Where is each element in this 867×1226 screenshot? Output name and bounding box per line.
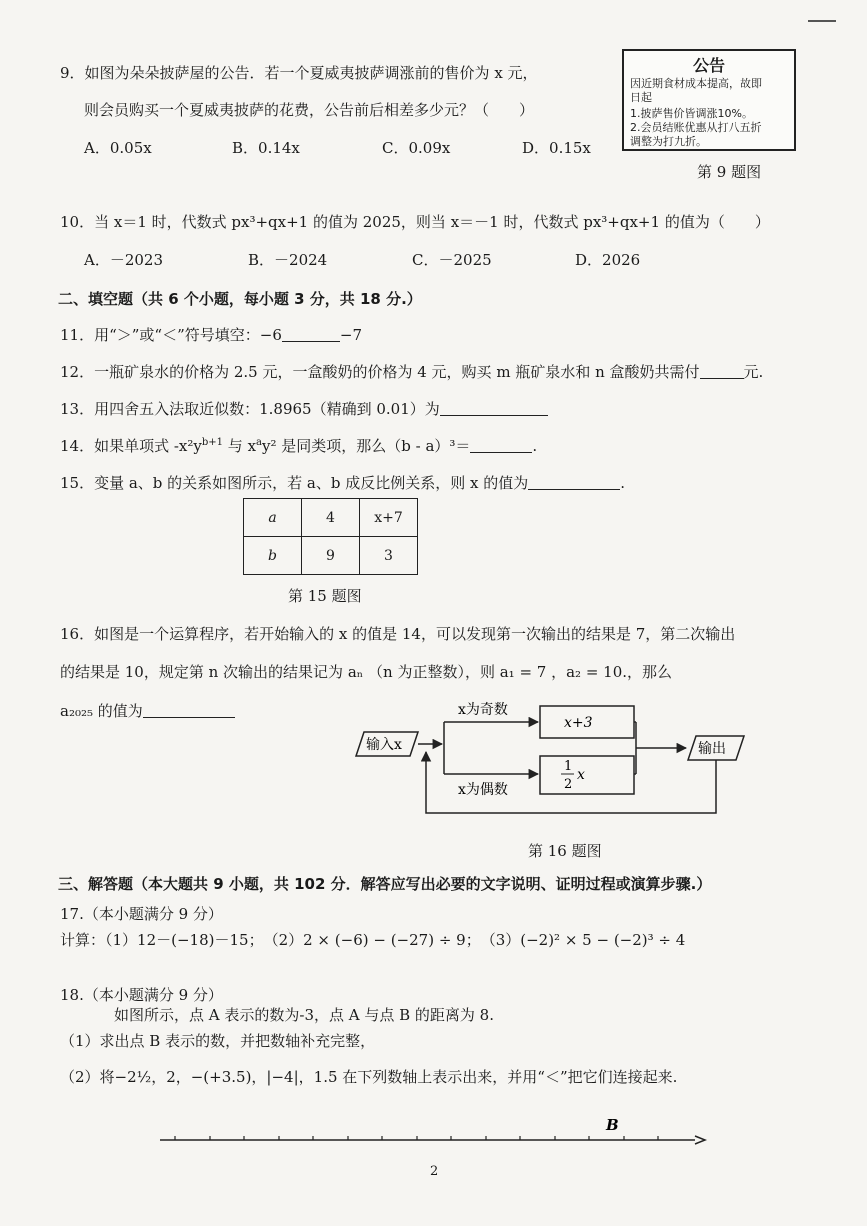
q10-text: 10．当 x＝1 时，代数式 px³+qx+1 的值为 2025，则当 x＝－1 时，代数式 px³+qx+1 的值为（ ） (60, 213, 770, 231)
q14 (60, 435, 537, 456)
q14-text-post: . (532, 437, 538, 455)
corner-mark (808, 20, 836, 22)
op-odd-label: x+3 (564, 715, 593, 731)
q14-answer-blank[interactable] (470, 438, 532, 453)
section-3-heading: 三、解答题（本大题共 9 小题，共 102 分．解答应写出必要的文字说明、证明过程或演算步骤.） (58, 875, 712, 893)
q14-exp2: a (256, 437, 262, 448)
even-label: x为偶数 (458, 782, 508, 798)
notice-line: 调整为打九折。 (630, 135, 707, 148)
q18-heading: 18.（本小题满分 9 分） (60, 986, 223, 1004)
q13-text: 13．用四舍五入法取近似数：1.8965（精确到 0.01）为 (60, 400, 440, 418)
notice-line: 因近期食材成本提高，故即 (630, 77, 762, 90)
q13 (60, 398, 548, 419)
output-label: 输出 (698, 741, 726, 757)
q18-line1: 如图所示，点 A 表示的数为-3，点 A 与点 B 的距离为 8. (114, 1006, 494, 1024)
q14-text-mid2: y² 是同类项，那么（b - a）³＝ (262, 437, 471, 455)
q16-line3-text: a₂₀₂₅ 的值为 (60, 702, 143, 720)
table-row (244, 499, 418, 537)
q14-text-mid: 与 x (223, 437, 257, 455)
q15-table (243, 498, 418, 575)
q13-answer-blank[interactable] (440, 401, 548, 416)
q9-line2: 则会员购买一个夏威夷披萨的花费，公告前后相差多少元？（ ） (84, 101, 535, 119)
q11-answer-blank[interactable] (282, 327, 340, 342)
q10-option-d[interactable]: D．2026 (575, 251, 641, 269)
q10-option-a[interactable]: A．－2023 (84, 251, 164, 269)
q9-caption: 第 9 题图 (697, 163, 762, 181)
q15-caption: 第 15 题图 (288, 587, 362, 605)
odd-label: x为奇数 (458, 702, 508, 718)
q16-line3 (60, 700, 235, 721)
page-number: 2 (430, 1164, 439, 1179)
q9-option-a[interactable]: A．0.05x (84, 139, 152, 157)
q9-option-c[interactable]: C．0.09x (382, 139, 451, 157)
q18-line3: （2）将−2½，2，−(+3.5)，|−4|，1.5 在下列数轴上表示出来，并用“＜”把它们连接起来. (60, 1068, 678, 1086)
q10-option-b[interactable]: B．－2024 (248, 251, 328, 269)
op-even-num: 1 (564, 759, 573, 774)
q11 (60, 324, 362, 345)
table-cell: a (244, 499, 302, 537)
section-2-heading: 二、填空题（共 6 个小题，每小题 3 分，共 18 分.） (58, 290, 422, 308)
q17-text: 计算：（1）12－(−18)－15； （2）2 × (−6) − (−27) ÷ 9； （3）(−2)² × 5 − (−2)³ ÷ 4 (60, 931, 686, 949)
input-label: 输入x (366, 737, 402, 753)
q9-option-b[interactable]: B．0.14x (232, 139, 300, 157)
q18-line2: （1）求出点 B 表示的数，并把数轴补充完整， (60, 1032, 376, 1050)
notice-line: 2.会员结账优惠从打八五折 (630, 121, 762, 134)
q16-line2: 的结果是 10，规定第 n 次输出的结果记为 aₙ （n 为正整数），则 a₁ = 7 ，a₂ = 10.，那么 (60, 663, 673, 681)
q14-exp1: b+1 (201, 437, 224, 448)
table-cell: x+7 (360, 499, 418, 537)
q12-text-post: 元. (743, 363, 764, 381)
operation-flow-diagram (350, 690, 770, 820)
q12-answer-blank[interactable] (700, 364, 744, 379)
q15 (60, 472, 625, 493)
q15-text: 15．变量 a、b 的关系如图所示，若 a、b 成反比例关系，则 x 的值为 (60, 474, 529, 492)
notice-line: 日起 (630, 91, 652, 104)
table-cell: b (244, 537, 302, 575)
number-line (155, 1115, 715, 1155)
notice-line: 1.披萨售价皆调涨10%。 (630, 107, 753, 120)
q12-text: 12．一瓶矿泉水的价格为 2.5 元，一盒酸奶的价格为 4 元，购买 m 瓶矿泉水和 n 盒酸奶共需付 (60, 363, 700, 381)
table-row (244, 537, 418, 575)
notice-title: 公告 (692, 56, 725, 75)
point-b-label: B (606, 1116, 619, 1134)
q10-option-c[interactable]: C．－2025 (412, 251, 492, 269)
table-cell: 3 (360, 537, 418, 575)
q15-answer-blank[interactable] (528, 475, 620, 490)
op-even-box (540, 756, 634, 794)
q16-caption: 第 16 题图 (528, 842, 602, 860)
q16-line1: 16．如图是一个运算程序，若开始输入的 x 的值是 14，可以发现第一次输出的结果是 7，第二次输出 (60, 625, 736, 643)
q11-text: 11．用“＞”或“＜”符号填空：−6 (60, 326, 282, 344)
q9-line1: 9．如图为朵朵披萨屋的公告．若一个夏威夷披萨调涨前的售价为 x 元， (60, 64, 538, 82)
op-even-den: 2 (564, 777, 573, 792)
q16-answer-blank[interactable] (143, 703, 235, 718)
q14-text: 14．如果单项式 -x²y (60, 437, 202, 455)
table-cell: 4 (302, 499, 360, 537)
q11-text-post: −7 (339, 326, 362, 344)
table-cell: 9 (302, 537, 360, 575)
q15-text-post: . (620, 474, 626, 492)
q12 (60, 361, 763, 382)
op-even-var: x (577, 767, 585, 783)
q17-heading: 17.（本小题满分 9 分） (60, 905, 223, 923)
q9-option-d[interactable]: D．0.15x (522, 139, 591, 157)
pizza-notice-box (622, 49, 796, 151)
